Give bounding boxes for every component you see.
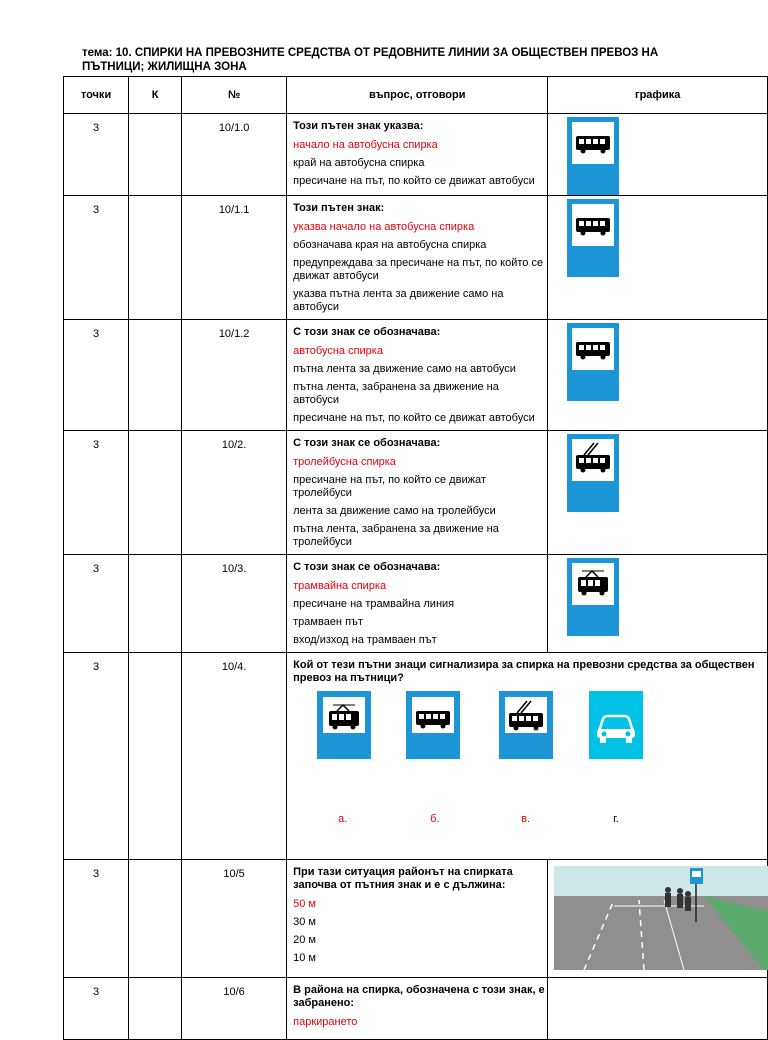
question-number: 10/3. bbox=[182, 555, 287, 653]
question-row bbox=[64, 978, 768, 1040]
k-cell bbox=[129, 431, 182, 555]
answer-option: трамваен път bbox=[293, 616, 363, 628]
option-label: в. bbox=[521, 813, 531, 825]
graphic-cell bbox=[548, 978, 768, 1040]
road-scene bbox=[554, 866, 768, 970]
bus-sign bbox=[567, 199, 619, 277]
answer-option: пресичане на път, по който се движат тролейбуси bbox=[293, 474, 486, 499]
col-header-number: № bbox=[182, 77, 287, 114]
question-text: С този знак се обозначава: bbox=[293, 437, 441, 449]
questions-table bbox=[63, 76, 768, 1040]
question-cell bbox=[287, 860, 548, 978]
question-row bbox=[64, 114, 768, 196]
answer-option: предупреждава за пресичане на път, по който се движат автобуси bbox=[293, 257, 544, 282]
trolleybus-icon bbox=[505, 730, 547, 742]
k-cell bbox=[129, 196, 182, 320]
k-cell bbox=[129, 978, 182, 1040]
bus-sign bbox=[406, 691, 460, 759]
bus-icon bbox=[412, 730, 454, 742]
answer-option: указва пътна лента за движение само на автобуси bbox=[293, 288, 504, 313]
question-text: С този знак се обозначава: bbox=[293, 561, 441, 573]
topic-title: . СПИРКИ НА ПРЕВОЗНИТЕ СРЕДСТВА ОТ РЕДОВНИТЕ ЛИНИИ ЗА ОБЩЕСТВЕН ПРЕВОЗ НА ПЪТНИЦИ; ЖИЛИЩНА ЗОНА bbox=[82, 47, 659, 73]
question-text: С този знак се обозначава: bbox=[293, 326, 441, 338]
question-row bbox=[64, 320, 768, 431]
page-header bbox=[82, 46, 702, 74]
question-cell bbox=[287, 555, 548, 653]
option-label: б. bbox=[430, 813, 440, 825]
points-cell: 3 bbox=[64, 431, 129, 555]
tram-icon bbox=[572, 596, 614, 608]
bus-icon bbox=[572, 361, 614, 373]
question-number: 10/4. bbox=[182, 653, 287, 860]
k-cell bbox=[129, 653, 182, 860]
points-cell: 3 bbox=[64, 978, 129, 1040]
question-cell bbox=[287, 431, 548, 555]
answer-option: трамвайна спирка bbox=[293, 580, 387, 592]
points-cell: 3 bbox=[64, 555, 129, 653]
tram-icon bbox=[323, 730, 365, 742]
graphic-cell bbox=[548, 555, 768, 653]
points-cell: 3 bbox=[64, 196, 129, 320]
answer-option: 20 м bbox=[293, 934, 316, 946]
question-row bbox=[64, 860, 768, 978]
answer-option: тролейбусна спирка bbox=[293, 456, 396, 468]
question-row bbox=[64, 653, 768, 860]
car-sign bbox=[589, 691, 643, 759]
k-cell bbox=[129, 555, 182, 653]
question-text: Този пътен знак: bbox=[293, 202, 385, 214]
question-row bbox=[64, 555, 768, 653]
answer-option: указва начало на автобусна спирка bbox=[293, 221, 475, 233]
question-number: 10/5 bbox=[182, 860, 287, 978]
answer-option: паркирането bbox=[293, 1016, 358, 1028]
trolleybus-sign bbox=[499, 691, 553, 759]
points-cell: 3 bbox=[64, 114, 129, 196]
question-number: 10/1.2 bbox=[182, 320, 287, 431]
question-number: 10/1.1 bbox=[182, 196, 287, 320]
question-text: Този пътен знак указва: bbox=[293, 120, 424, 132]
graphic-cell bbox=[548, 196, 768, 320]
answer-option: лента за движение само на тролейбуси bbox=[293, 505, 496, 517]
answer-option: край на автобусна спирка bbox=[293, 157, 425, 169]
k-cell bbox=[129, 114, 182, 196]
answer-option: вход/изход на трамваен път bbox=[293, 634, 437, 646]
question-row bbox=[64, 431, 768, 555]
points-cell: 3 bbox=[64, 320, 129, 431]
answer-option: пресичане на трамвайна линия bbox=[293, 598, 455, 610]
question-cell bbox=[287, 653, 768, 860]
points-cell: 3 bbox=[64, 653, 129, 860]
graphic-cell bbox=[548, 320, 768, 431]
trolleybus-icon bbox=[572, 472, 614, 484]
k-cell bbox=[129, 860, 182, 978]
bus-icon bbox=[572, 155, 614, 167]
car-icon bbox=[589, 750, 643, 762]
tram-sign bbox=[567, 558, 619, 636]
option-label: а. bbox=[338, 813, 348, 825]
question-cell bbox=[287, 978, 548, 1040]
topic-prefix: тема: 10 bbox=[82, 47, 129, 59]
answer-option: 30 м bbox=[293, 916, 316, 928]
col-header-graphic: графика bbox=[548, 77, 768, 114]
question-number: 10/2. bbox=[182, 431, 287, 555]
sign-options bbox=[293, 691, 767, 859]
answer-option: 50 м bbox=[293, 898, 316, 910]
answer-option: автобусна спирка bbox=[293, 345, 383, 357]
question-text: В района на спирка, обозначена с този знак, е забранено: bbox=[293, 984, 545, 1009]
col-header-question: въпрос, отговори bbox=[287, 77, 548, 114]
answer-option: пътна лента за движение само на автобуси bbox=[293, 363, 516, 375]
col-header-k: К bbox=[129, 77, 182, 114]
answer-option: пътна лента, забранена за движение на автобуси bbox=[293, 381, 499, 406]
answer-option: пресичане на път, по който се движат автобуси bbox=[293, 175, 535, 187]
trolleybus-sign bbox=[567, 434, 619, 512]
col-header-points: точки bbox=[64, 77, 129, 114]
answer-option: пътна лента, забранена за движение на тролейбуси bbox=[293, 523, 499, 548]
question-text: При тази ситуация районът на спирката започва от пътния знак и е с дължина: bbox=[293, 866, 513, 891]
bus-sign bbox=[567, 323, 619, 401]
answer-option: 10 м bbox=[293, 952, 316, 964]
question-number: 10/6 bbox=[182, 978, 287, 1040]
answer-option: обозначава края на автобусна спирка bbox=[293, 239, 487, 251]
question-row bbox=[64, 196, 768, 320]
answer-option: начало на автобусна спирка bbox=[293, 139, 438, 151]
graphic-cell bbox=[548, 431, 768, 555]
answer-option: пресичане на път, по който се движат автобуси bbox=[293, 412, 535, 424]
graphic-cell bbox=[548, 114, 768, 196]
question-cell bbox=[287, 196, 548, 320]
option-label: г. bbox=[613, 813, 619, 825]
k-cell bbox=[129, 320, 182, 431]
table-header-row bbox=[64, 77, 768, 114]
tram-sign bbox=[317, 691, 371, 759]
question-text: Кой от тези пътни знаци сигнализира за спирка на превозни средства за обществен превоз на пътници? bbox=[293, 659, 755, 684]
question-number: 10/1.0 bbox=[182, 114, 287, 196]
bus-icon bbox=[572, 237, 614, 249]
question-cell bbox=[287, 114, 548, 196]
graphic-cell bbox=[548, 860, 768, 978]
points-cell: 3 bbox=[64, 860, 129, 978]
question-cell bbox=[287, 320, 548, 431]
bus-sign bbox=[567, 117, 619, 195]
